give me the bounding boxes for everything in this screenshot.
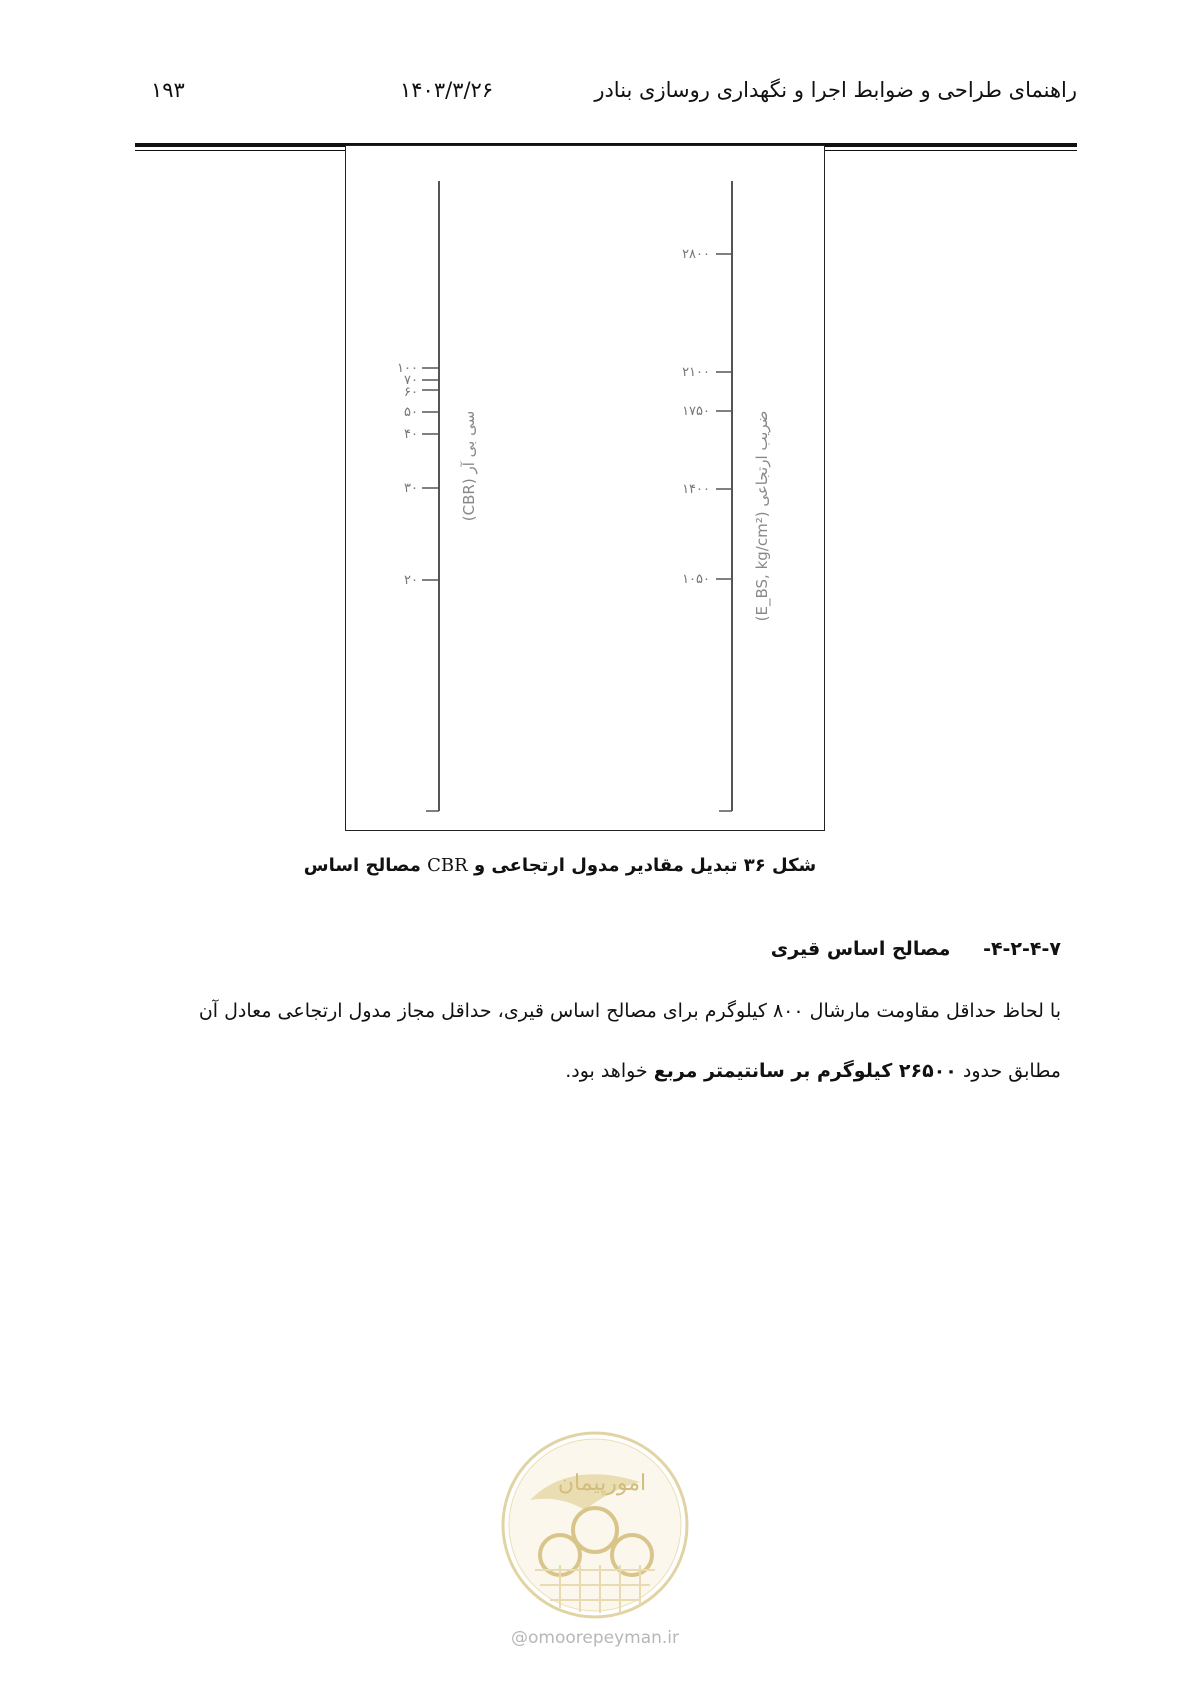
body-line-2-prefix: مطابق حدود <box>962 1060 1061 1082</box>
body-line-2-suffix: خواهد بود. <box>565 1060 648 1082</box>
logo-text: امورپیمان <box>557 1471 647 1496</box>
header-title: راهنمای طراحی و ضوابط اجرا و نگهداری روسازی بنادر <box>594 78 1077 102</box>
ebs-tick-label: ۱۷۵۰ <box>682 404 710 419</box>
page-header <box>135 74 1077 114</box>
ebs-tick-label: ۲۸۰۰ <box>682 247 710 262</box>
ebs-tick-label: ۱۰۵۰ <box>682 572 710 587</box>
section-heading <box>771 938 1061 960</box>
ebs-axis-label: ضریب ارتجاعی (E_BS, kg/cm²) <box>753 410 771 622</box>
ebs-tick-label: ۱۴۰۰ <box>682 482 710 497</box>
section-title: مصالح اساس قیری <box>770 938 951 960</box>
cbr-tick-label: ۱۰۰ <box>397 361 418 376</box>
cbr-tick-label: ۵۰ <box>404 405 418 420</box>
caption-prefix: شکل ۳۶ تبدیل مقادیر مدول ارتجاعی و <box>473 855 817 876</box>
cbr-axis-label: سی بی آر (CBR) <box>460 410 478 522</box>
caption-latin: CBR <box>427 855 468 876</box>
conversion-nomograph <box>346 146 824 830</box>
cbr-tick-label: ۲۰ <box>404 573 418 588</box>
cbr-tick-label: ۶۰ <box>404 385 418 400</box>
ebs-tick-label: ۲۱۰۰ <box>682 365 710 380</box>
watermark-url: @omoorepeyman.ir <box>510 1628 680 1648</box>
figure-caption <box>300 855 820 876</box>
body-line-1: با لحاظ حداقل مقاومت مارشال ۸۰۰ کیلوگرم برای مصالح اساس قیری، حداقل مجاز مدول ارتجاعی معادل آن <box>198 1000 1061 1022</box>
body-line-2-bold: ۲۶۵۰۰ کیلوگرم بر سانتیمتر مربع <box>653 1060 957 1082</box>
section-number: ۴-۲-۴-۷- <box>983 938 1061 960</box>
caption-suffix: مصالح اساس <box>303 855 421 876</box>
cbr-tick-label: ۴۰ <box>404 427 418 442</box>
figure-36 <box>345 145 825 831</box>
cbr-tick-label: ۳۰ <box>404 481 418 496</box>
header-date: ۱۴۰۳/۳/۲۶ <box>400 78 494 102</box>
omoorepeyman-logo-icon <box>490 1420 700 1630</box>
cbr-tick-label: ۷۰ <box>404 373 418 388</box>
page-number: ۱۹۳ <box>151 78 185 102</box>
body-line-2 <box>565 1060 1061 1082</box>
